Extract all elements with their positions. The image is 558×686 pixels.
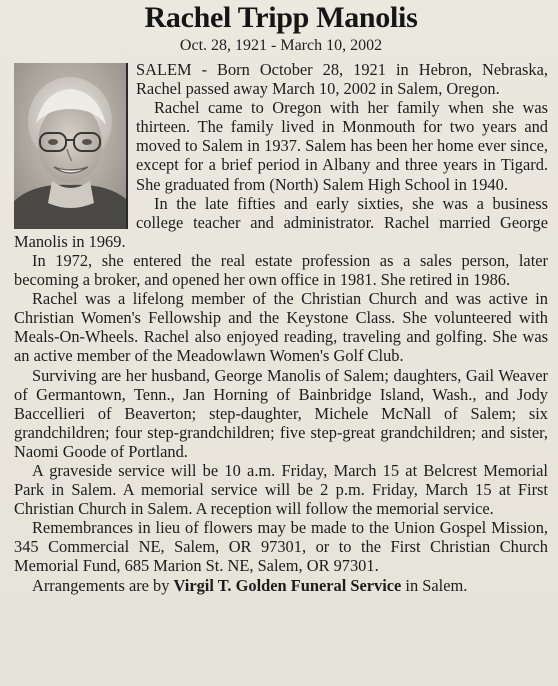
paragraph-remembrances: Remembrances in lieu of flowers may be made to the Union Gospel Mission, 345 Commercial NE, Salem, OR 97301, or to the First Christian Church Memorial Fund, 685 Marion St. NE, Salem, OR 97301. [14, 518, 548, 576]
arrangements-suffix: in Salem. [401, 575, 468, 595]
paragraph-move: Rachel came to Oregon with her family when she was thirteen. The family lived in Monmouth for two years and moved to Salem in 1937. Salem has been her home ever since, except for a brief period in Albany and three years in Tigard. She graduated from (North) Salem High School in 1940. [136, 98, 548, 194]
paragraph-survivors: Surviving are her husband, George Manolis of Salem; daughters, Gail Weaver of Germantown, Tenn., Jan Horning of Bainbridge Island, Wash., and Jody Baccellieri of Beaverton; step-daughter, Michele McNall of Salem; six grandchildren; four step-grandchildren; five step-great grandchildren; and sister, Naomi Goode of Portland. [14, 365, 548, 461]
paragraph-birth: SALEM - Born October 28, 1921 in Hebron, Nebraska, Rachel passed away March 10, 2002 in Salem, Oregon. [136, 60, 548, 99]
obituary-name: Rachel Tripp Manolis [144, 1, 418, 34]
portrait-photo-icon [14, 63, 126, 229]
paragraph-real-estate: In 1972, she entered the real estate profession as a sales person, later becoming a broker, and opened her own office in 1981. She retired in 1986. [14, 250, 548, 290]
portrait-photo [14, 63, 128, 229]
funeral-home-name: Virgil T. Golden Funeral Service [173, 575, 402, 595]
paragraph-church: Rachel was a lifelong member of the Christian Church and was active in Christian Women's Fellowship and the Keystone Class. She volunteered with Meals-On-Wheels. Rachel also enjoyed reading, traveling and golfing. She was an active member of the Meadowlawn Women's Golf Club. [14, 289, 548, 366]
obituary-body [14, 60, 548, 595]
paragraph-services: A graveside service will be 10 a.m. Friday, March 15 at Belcrest Memorial Park in Salem. A memorial service will be 2 p.m. Friday, March 15 at First Christian Church in Salem. A reception will follow the memorial service. [14, 460, 548, 519]
arrangements-prefix: Arrangements are by [32, 575, 174, 595]
paragraph-arrangements [14, 576, 548, 595]
obituary-dates: Oct. 28, 1921 - March 10, 2002 [179, 37, 383, 54]
paragraph-career-early: In the late fifties and early sixties, she was a business college teacher and administrator. Rachel married George Manolis in 1969. [14, 193, 548, 251]
